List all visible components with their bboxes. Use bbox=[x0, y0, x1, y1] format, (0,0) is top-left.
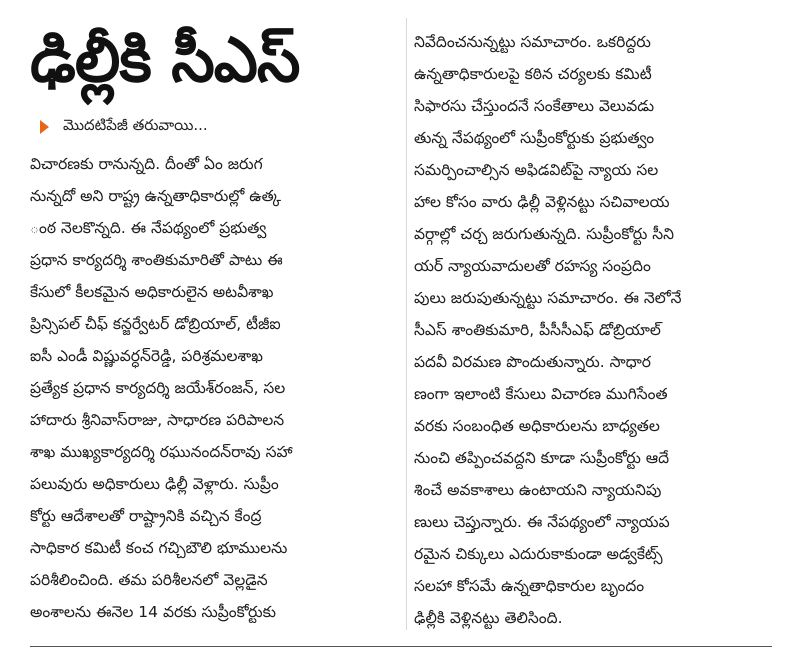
text-line: ప్రిన్సిపల్ చీఫ్ కన్జర్వేటర్ డోబ్రియాల్, టీజీఐ bbox=[30, 315, 281, 333]
continuation-marker bbox=[30, 112, 400, 142]
text-line: వర్గాల్లో చర్చ జరుగుతున్నది. సుప్రీంకోర్టు సీని bbox=[414, 225, 675, 243]
text-line: ణులు చెప్తున్నారు. ఈ నేపథ్యంలో న్యాయప bbox=[414, 513, 670, 531]
text-line: వరకు సంబంధిత అధికారులను బాధ్యతల bbox=[414, 417, 660, 435]
text-line: ప్రధాన కార్యదర్శి శాంతికుమారితో పాటు ఈ bbox=[30, 251, 283, 269]
text-line: శాఖ ముఖ్యకార్యదర్శి రఘునందన్‌రావు సహా bbox=[30, 443, 293, 461]
right-column bbox=[414, 26, 772, 634]
column-divider bbox=[406, 18, 407, 630]
text-line: శించే అవకాశాలు ఉంటాయని న్యాయనిపు bbox=[414, 481, 662, 499]
text-line: హాల కోసం వారు ఢిల్లీ వెళ్లినట్టు సచివాలయ bbox=[414, 193, 670, 211]
headline: ఢిల్లీకి సీఎస్ bbox=[30, 23, 300, 96]
text-line: సిఫారసు చేస్తుందనే సంకేతాలు వెలువడు bbox=[414, 97, 655, 115]
right-column-body bbox=[414, 26, 772, 634]
text-line: తున్న నేపథ్యంలో సుప్రీంకోర్టుకు ప్రభుత్వం bbox=[414, 129, 655, 147]
text-line: ణంగా ఇలాంటి కేసులు విచారణ ముగిసేంత bbox=[414, 385, 668, 403]
text-line: ఉన్నతాధికారులపై కఠిన చర్యలకు కమిటీ bbox=[414, 65, 652, 83]
text-line: రమైన చిక్కులు ఎదురుకాకుండా అడ్వకేట్స్ bbox=[414, 545, 663, 563]
text-line: కోర్టు ఆదేశాలతో రాష్ట్రానికి వచ్చిన కేంద్ర bbox=[30, 507, 262, 525]
text-line: పదవీ విరమణ పొందుతున్నారు. సాధార bbox=[414, 353, 651, 371]
text-line: సలహా కోసమే ఉన్నతాధికారుల బృందం bbox=[414, 577, 645, 595]
text-line: పరిశీలించింది. తమ పరిశీలనలో వెల్లడైన bbox=[30, 571, 268, 589]
text-line: పులు జరుపుతున్నట్టు సమాచారం. ఈ నెలోనే bbox=[414, 289, 682, 307]
text-line: పలువురు అధికారులు ఢిల్లీ వెళ్లారు. సుప్రీం bbox=[30, 475, 279, 493]
text-line: సమర్పించాల్సిన అఫిడవిట్‌పై న్యాయ సల bbox=[414, 161, 659, 179]
text-line: కేసులో కీలకమైన అధికారులైన అటవీశాఖ bbox=[30, 283, 274, 301]
text-line: ంఠ నెలకొన్నది. ఈ నేపథ్యంలో ప్రభుత్వ bbox=[30, 219, 267, 237]
text-line: సీఎస్ శాంతికుమారి, పీసీసీఎఫ్ డోబ్రియాల్ bbox=[414, 321, 661, 339]
left-column-body bbox=[30, 148, 400, 628]
bottom-rule bbox=[30, 646, 772, 647]
text-line: యర్ న్యాయవాదులతో రహస్య సంప్రదిం bbox=[414, 257, 651, 275]
text-line: సాధికార కమిటీ కంచ గచ్చిబౌలి భూములను bbox=[30, 539, 288, 557]
text-line: హాదారు శ్రీనివాస్‌రాజు, సాధారణ పరిపాలన bbox=[30, 411, 285, 429]
text-line: నుంచి తప్పించవద్దని కూడా సుప్రీంకోర్టు ఆదే bbox=[414, 449, 670, 467]
arrow-right-icon bbox=[40, 120, 49, 134]
text-line: ప్రత్యేక ప్రధాన కార్యదర్శి జయేశ్‌రంజన్, సల bbox=[30, 379, 286, 397]
text-line: విచారణకు రానున్నది. దీంతో ఏం జరుగ bbox=[30, 155, 263, 173]
text-line: ఢిల్లీకి వెళ్లినట్టు తెలిసింది. bbox=[414, 609, 563, 627]
text-line: అంశాలను ఈనెల 14 వరకు సుప్రీంకోర్టుకు bbox=[30, 603, 277, 621]
continued-from-front-page: మొదటిపేజీ తరువాయి... bbox=[63, 116, 208, 134]
left-column bbox=[30, 18, 400, 628]
text-line: ఐసీ ఎండీ విష్ణువర్ధన్‌రెడ్డి, పరిశ్రమలశాఖ bbox=[30, 347, 263, 365]
text-line: నివేదించనున్నట్టు సమాచారం. ఒకరిద్దరు bbox=[414, 33, 651, 51]
text-line: నున్నదో అని రాష్ట్ర ఉన్నతాధికారుల్లో ఉత్క bbox=[30, 187, 281, 205]
